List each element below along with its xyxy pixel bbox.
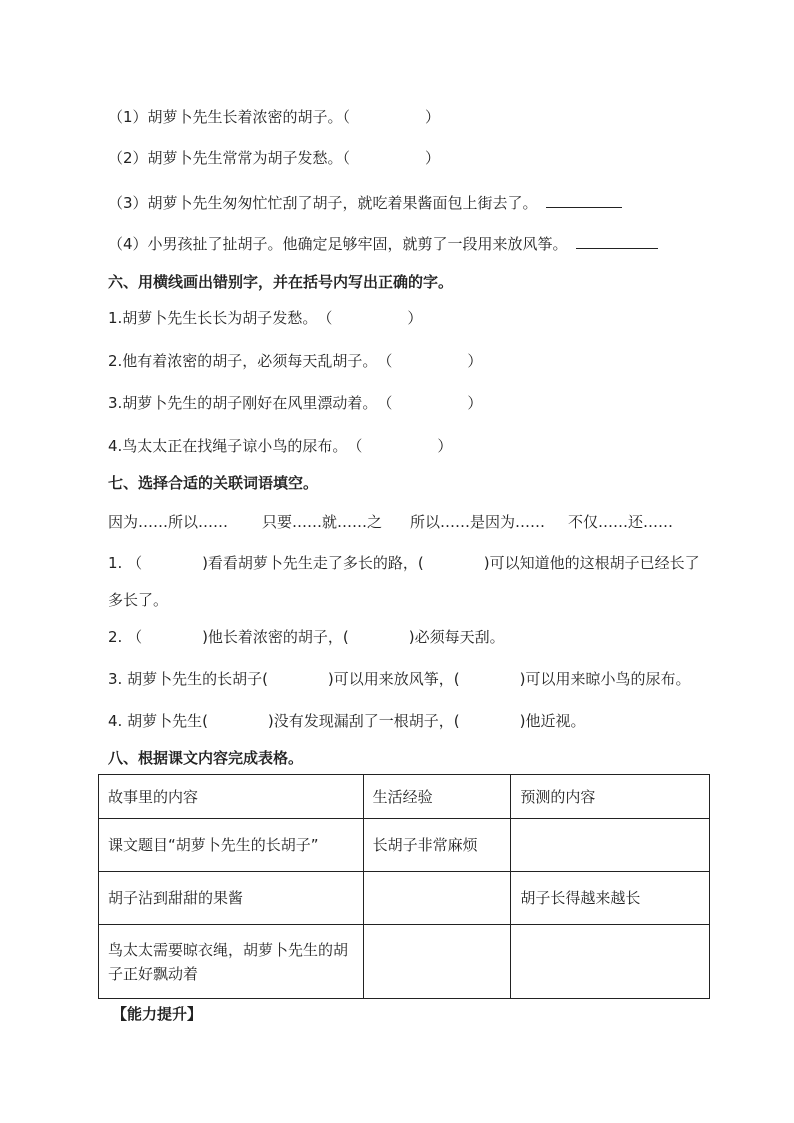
section7-item-4: 4. 胡萝卜先生( )没有发现漏刮了一根胡子，( )他近视。 [108,712,586,730]
section5-item-4 [108,234,658,254]
table-answer-cell[interactable] [363,872,511,925]
section6-item-4: 4.鸟太太正在找绳子谅小鸟的尿布。 （ ） [108,437,453,455]
option-4: 不仅……还…… [568,513,674,531]
table-cell: 胡子长得越来越长 [511,872,710,925]
answer-blank[interactable] [546,193,622,208]
section6-item-2: 2.他有着浓密的胡子，必须每天乱胡子。 （ ） [108,352,483,370]
option-2: 只要……就……之 [262,513,383,531]
answer-blank[interactable] [576,234,658,249]
option-3: 所以……是因为…… [410,513,546,531]
table-answer-cell[interactable] [511,819,710,872]
table-cell: 胡子沾到甜甜的果酱 [99,872,364,925]
option-1: 因为……所以…… [108,513,229,531]
section7-item-1-cont: 多长了。 [108,591,169,609]
table-row [99,819,710,872]
table-header-cell: 生活经验 [363,775,511,819]
section5-item-4-text: （4）小男孩扯了扯胡子。他确定足够牢固，就剪了一段用来放风筝。 [108,235,568,253]
section7-heading: 七、选择合适的关联词语填空。 [108,474,319,492]
prediction-table [98,774,710,999]
table-header-row [99,775,710,819]
section5-item-2: （2）胡萝卜先生常常为胡子发愁。（ ） [108,149,441,167]
section8-heading: 八、根据课文内容完成表格。 [108,749,304,767]
section5-item-3-text: （3）胡萝卜先生匆匆忙忙刮了胡子，就吃着果酱面包上街去了。 [108,194,538,212]
table-cell: 鸟太太需要晾衣绳，胡萝卜先生的胡子正好飘动着 [99,925,364,999]
table-header-cell: 预测的内容 [511,775,710,819]
section7-item-3: 3. 胡萝卜先生的长胡子( )可以用来放风筝，( )可以用来晾小鸟的尿布。 [108,670,691,688]
table-answer-cell[interactable] [511,925,710,999]
section7-item-1: 1. （ )看看胡萝卜先生走了多长的路，( )可以知道他的这根胡子已经长了 [108,554,700,572]
section5-item-3 [108,193,622,213]
section6-item-3: 3.胡萝卜先生的胡子刚好在风里漂动着。 （ ） [108,394,483,412]
section7-item-2: 2. （ )他长着浓密的胡子，( )必须每天刮。 [108,628,505,646]
table-answer-cell[interactable] [363,925,511,999]
section6-item-1: 1.胡萝卜先生长长为胡子发愁。 （ ） [108,309,423,327]
table-cell: 课文题目“胡萝卜先生的长胡子” [99,819,364,872]
section-footer-title: 【能力提升】 [112,1005,203,1023]
table-header-cell: 故事里的内容 [99,775,364,819]
section5-item-1: （1）胡萝卜先生长着浓密的胡子。（ ） [108,108,441,126]
table-cell: 长胡子非常麻烦 [363,819,511,872]
table-row [99,872,710,925]
table-row [99,925,710,999]
section6-heading: 六、用横线画出错别字，并在括号内写出正确的字。 [108,273,454,291]
